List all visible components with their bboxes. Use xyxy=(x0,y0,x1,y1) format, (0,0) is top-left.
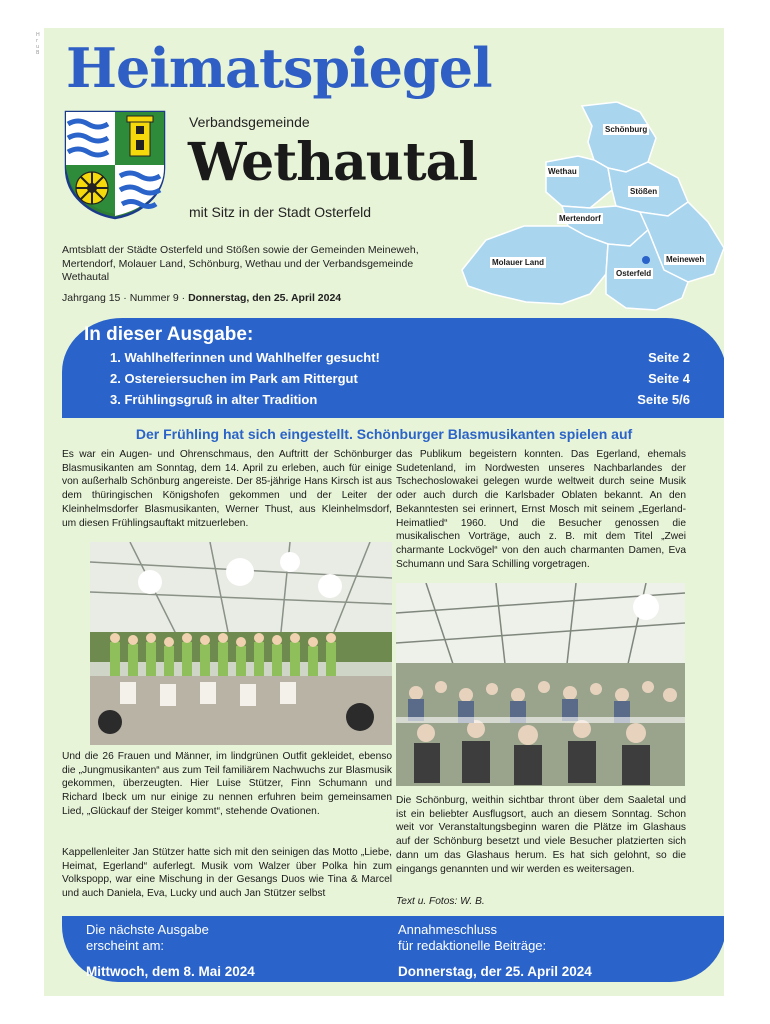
article-paragraph: das Publikum begeistern konnten. Das Egerland, ehemals Sudetenland, im Nordwesten unseres Nachbarlandes der Tschechoslowakei gelegen wurde weltweit durch seine Musik oder auch durch die Karlsbader Oblaten bekannt. An den Bekanntesten sei erinnert, Ernst Mosch mit seinem „Egerland-Heimatlied“ 1960. Und die Besucher genossen die musikalischen Vorträge, auch z. B. mit dem Titel „Zwei charmante Lockvögel“ von den auch charmanten Damen, Eva Schumann und Sara Schilling vorgetragen. xyxy=(396,449,686,570)
photo-credit: Text u. Fotos: W. B. xyxy=(396,896,485,907)
toc-title: In dieser Ausgabe: xyxy=(84,324,254,345)
map-label-osterfeld: Osterfeld xyxy=(616,269,652,278)
article-paragraph: Und die 26 Frauen und Männer, im lindgrünen Outfit gekleidet, ebenso die „Jungmusikanten“ aus zum Teil familiärem Nachwuchs zur Blasmusik gekommen, überzeugten. Hier Luise Stützer, Finn Schumann und Richard Ibeck um nur einige zu nennen erfuhren beim gemeinsamen Lied, „Glückauf der Steiger kommt“, stehende Ovationen. xyxy=(62,751,392,817)
masthead-title: Heimatspiegel xyxy=(66,36,492,100)
issue-date: Donnerstag, den 25. April 2024 xyxy=(188,292,342,304)
map-label-mertendorf: Mertendorf xyxy=(559,214,601,223)
newsletter-page xyxy=(44,28,724,996)
toc-item[interactable] xyxy=(110,371,690,386)
next-issue-line2: erscheint am: xyxy=(86,938,165,953)
article-paragraph: Es war ein Augen- und Ohrenschmaus, den Auftritt der Schönburger Blasmusikanten am Sonntag, dem 14. April zu erleben, auch für einige von außerhalb Schönburg angereiste. Der 85-jährige Hans Kirsch ist aus dem thüringischen Königshofen gekommen und der Leiter der Kleinhelmsdorfer Blasmusikanten, Werner Thust, aus Kleinhelmsdorf, um diesen Frühlingsauftakt mitzuerleben. xyxy=(62,449,392,529)
official-gazette-description: Amtsblatt der Städte Osterfeld und Stößen sowie der Gemeinden Meineweh, Mertendorf, Molauer Land, Schönburg, Wethau und der Verbandsgemeinde Wethautal xyxy=(62,244,419,283)
print-margin-mark: H r u B xyxy=(36,32,40,56)
article-paragraph: Kappellenleiter Jan Stützer hatte sich mit den seinigen das Motto „Liebe, Heimat, Egerland“ auferlegt. Musik vom Walzer über Polka hin zum Volkspopp, war eine Mischung in der Gesangs Duos wie Tina & Marcel und auch Daniela, Eva, Lucky und auch Jan Stützer selbst xyxy=(62,847,392,900)
deadline-line2: für redaktionelle Beiträge: xyxy=(398,938,547,953)
deadline-line1: Annahmeschluss xyxy=(398,922,497,937)
toc-item-page: Seite 5/6 xyxy=(637,392,690,407)
article-headline: Der Frühling hat sich eingestellt. Schönburger Blasmusikanten spielen auf xyxy=(135,426,633,442)
toc-item-page: Seite 2 xyxy=(648,350,690,365)
coat-of-arms-icon xyxy=(62,110,168,220)
map-label-stoessen: Stößen xyxy=(630,187,658,196)
issue-info xyxy=(62,292,341,304)
toc-item-label: 2. Ostereiersuchen im Park am Rittergut xyxy=(110,371,358,386)
toc-item-label: 1. Wahlhelferinnen und Wahlhelfer gesucht! xyxy=(110,350,380,365)
map-label-molauer-land: Molauer Land xyxy=(492,258,545,267)
footer-info-box xyxy=(62,916,724,982)
toc-item[interactable] xyxy=(110,392,690,407)
next-issue-label xyxy=(86,922,209,954)
issue-volume-number: Jahrgang 15 · Nummer 9 · xyxy=(62,292,189,304)
audience-photo xyxy=(396,583,685,786)
next-issue-line1: Die nächste Ausgabe xyxy=(86,922,209,937)
toc-item[interactable] xyxy=(110,350,690,365)
band-photo xyxy=(90,542,392,745)
map-label-meineweh: Meineweh xyxy=(666,255,705,264)
municipality-map xyxy=(442,98,724,318)
toc-item-page: Seite 4 xyxy=(648,371,690,386)
deadline-date: Donnerstag, der 25. April 2024 xyxy=(398,964,592,979)
article-paragraph: Die Schönburg, weithin sichtbar thront über dem Saaletal und ist ein beliebter Ausflugsort, auch an diesem Sonntag. Schon weit vor Veranstaltungsbeginn waren die Plätze im Glashaus auf der Schönburg besetzt und viele Besucher platzierten sich dann um das Glashaus herum. Es hat sich gelohnt, so die eingangs genannten und wir werden es weitersagen. xyxy=(396,795,686,875)
toc-item-label: 3. Frühlingsgruß in alter Tradition xyxy=(110,392,318,407)
verbandsgemeinde-label: Verbandsgemeinde xyxy=(189,114,310,130)
map-label-schoenburg: Schönburg xyxy=(605,125,648,134)
deadline-label xyxy=(398,922,546,954)
seat-label: mit Sitz in der Stadt Osterfeld xyxy=(189,204,372,220)
next-issue-date: Mittwoch, dem 8. Mai 2024 xyxy=(86,964,255,979)
table-of-contents xyxy=(62,318,724,418)
municipality-name: Wethautal xyxy=(188,132,478,193)
map-label-wethau: Wethau xyxy=(548,167,577,176)
